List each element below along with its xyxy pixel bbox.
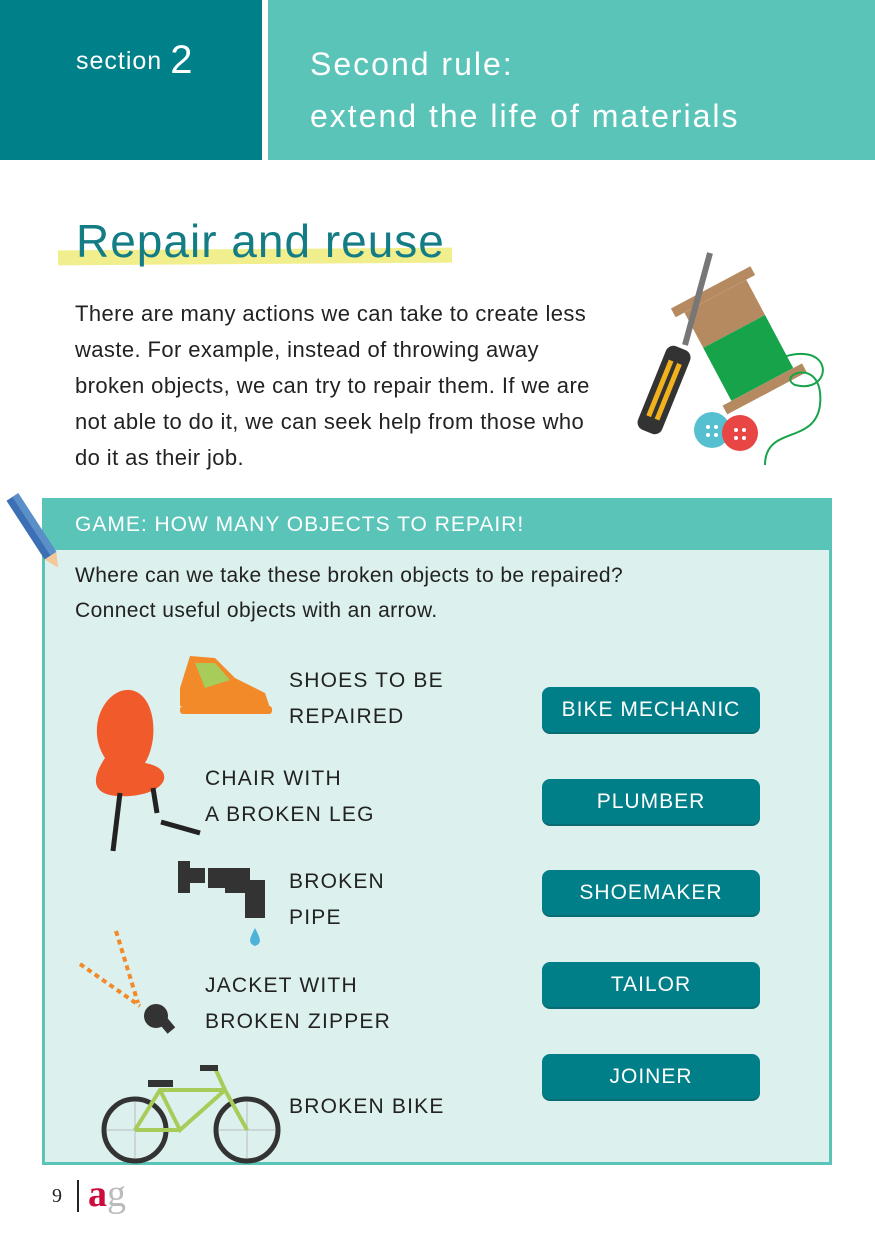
object-bike: BROKEN BIKE	[289, 1095, 445, 1118]
screwdriver-thread-buttons-illustration	[625, 245, 835, 480]
bike-icon	[100, 1060, 285, 1168]
pencil-icon	[5, 490, 70, 575]
object-shoes: SHOES TO BE REPAIRED	[289, 669, 444, 728]
object-pipe: BROKEN PIPE	[289, 870, 385, 929]
pipe-icon	[175, 858, 270, 950]
section-label: section 2	[76, 38, 194, 82]
rule-heading: Second rule: extend the life of materials	[310, 46, 740, 134]
zipper-icon	[78, 928, 188, 1040]
repairer-bike-mechanic[interactable]: BIKE MECHANIC	[542, 687, 760, 732]
game-instructions: Where can we take these broken objects to be repaired? Connect useful objects with an arrow.	[75, 564, 624, 622]
repairer-plumber[interactable]: PLUMBER	[542, 779, 760, 824]
object-zipper: JACKET WITH BROKEN ZIPPER	[205, 974, 391, 1033]
repairer-shoemaker[interactable]: SHOEMAKER	[542, 870, 760, 915]
intro-paragraph: There are many actions we can take to create less waste. For example, instead of throwing away broken objects, we can try to repair them. If we are not able to do it, we can seek help from those who do it as their job.	[75, 301, 590, 470]
section-number: 2	[170, 38, 194, 82]
repairer-joiner[interactable]: JOINER	[542, 1054, 760, 1099]
page-number: 9	[52, 1185, 62, 1207]
page-title: Repair and reuse	[76, 215, 445, 267]
object-chair: CHAIR WITH A BROKEN LEG	[205, 767, 375, 826]
game-title: GAME: HOW MANY OBJECTS TO REPAIR!	[75, 513, 525, 536]
repairer-tailor[interactable]: TAILOR	[542, 962, 760, 1007]
footer-divider	[77, 1180, 79, 1212]
publisher-logo: ag	[88, 1173, 126, 1215]
chair-icon	[85, 688, 205, 853]
